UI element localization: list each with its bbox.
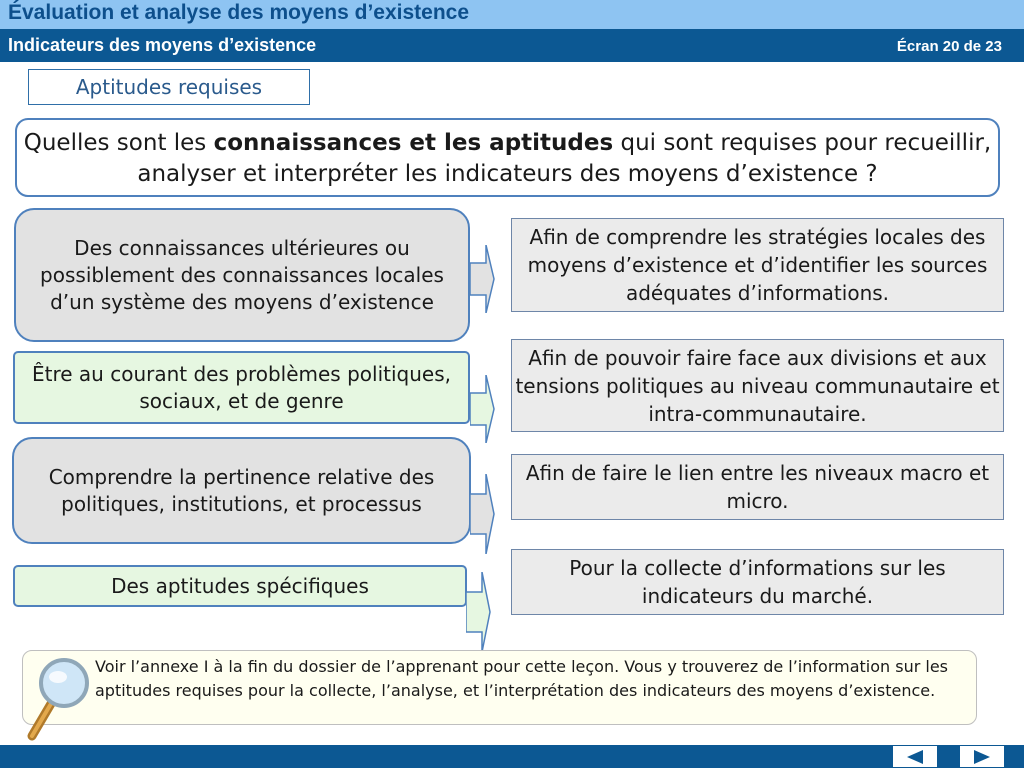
- purpose-box-1: [511, 218, 1004, 312]
- purpose-box-2: [511, 339, 1004, 432]
- magnifier-icon: [18, 656, 96, 744]
- purpose-box-3: [511, 454, 1004, 520]
- title-bar: [0, 0, 1024, 29]
- course-title: Évaluation et analyse des moyens d’existence: [8, 1, 470, 24]
- purpose-text-2: Afin de pouvoir faire face aux divisions et aux tensions politiques au niveau communautaire et intra-communautaire.: [515, 345, 1000, 426]
- footer-bar: [0, 745, 1024, 768]
- knowledge-text-1: Des connaissances ultérieures ou possiblement des connaissances locales d’un système des moyens d’existence: [40, 235, 444, 314]
- section-tab: Aptitudes requises: [28, 69, 310, 105]
- question-box: [15, 118, 1000, 197]
- knowledge-text-4: Des aptitudes spécifiques: [111, 573, 369, 598]
- knowledge-text-2: Être au courant des problèmes politiques, sociaux, et de genre: [32, 361, 451, 413]
- chevron-right-arrow-3: [470, 474, 496, 554]
- screen-counter: Écran 20 de 23: [896, 38, 1002, 55]
- lesson-header-bar: [0, 29, 1024, 62]
- purpose-box-4: [511, 549, 1004, 615]
- chevron-right-arrow-1: [470, 245, 496, 313]
- question-text-bold: connaissances et les aptitudes: [213, 130, 614, 156]
- knowledge-box-3: [12, 437, 471, 544]
- purpose-text-4: Pour la collecte d’informations sur les indicateurs du marché.: [569, 556, 946, 608]
- knowledge-text-3: Comprendre la pertinence relative des politiques, institutions, et processus: [48, 464, 435, 516]
- knowledge-box-1: [14, 208, 470, 342]
- question-text-end: qui sont requises pour recueillir, analyser et interpréter les indicateurs des moyens d’existence ?: [137, 130, 992, 187]
- purpose-text-1: Afin de comprendre les stratégies locales des moyens d’existence et d’identifier les sources adéquates d’informations.: [527, 225, 988, 305]
- next-screen-button[interactable]: [960, 746, 1004, 767]
- chevron-right-arrow-4: [466, 572, 492, 652]
- knowledge-box-2: [13, 351, 470, 424]
- triangle-left-icon: [905, 750, 925, 764]
- previous-screen-button[interactable]: [893, 746, 937, 767]
- knowledge-box-4: [13, 565, 467, 607]
- triangle-right-icon: [972, 750, 992, 764]
- chevron-right-arrow-2: [470, 375, 496, 443]
- purpose-text-3: Afin de faire le lien entre les niveaux macro et micro.: [525, 461, 990, 513]
- note-text: Voir l’annexe I à la fin du dossier de l’apprenant pour cette leçon. Vous y trouverez de l’information sur les aptitudes requises pour la collecte, l’analyse, et l’interprétation des indicateurs des moyens d’existence.: [95, 657, 948, 700]
- question-text-start: Quelles sont les: [23, 130, 214, 156]
- lesson-title: Indicateurs des moyens d’existence: [8, 35, 317, 55]
